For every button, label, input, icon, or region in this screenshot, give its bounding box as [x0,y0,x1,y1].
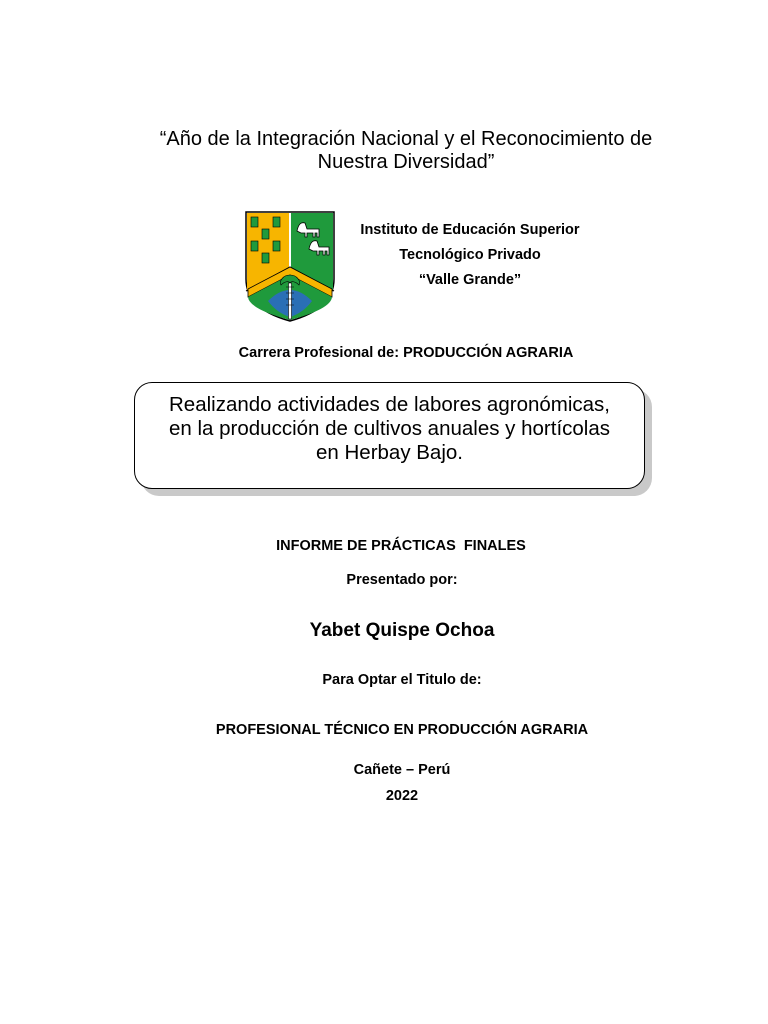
career-value: PRODUCCIÓN AGRARIA [403,345,574,361]
presented-by-label: Presentado por: [346,572,458,588]
degree-label: Para Optar el Titulo de: [322,672,482,688]
place: Cañete – Perú [353,762,451,778]
institute-line-3: “Valle Grande” [418,272,522,288]
institute-line-1: Instituto de Educación Superior [360,222,580,238]
author-name: Yabet Quispe Ochoa [309,620,495,641]
project-title-line-1: Realizando actividades de labores agronómicas, [168,393,610,416]
motto-line-1: “Año de la Integración Nacional y el Reconocimiento de [159,128,653,150]
institute-line-2: Tecnológico Privado [399,247,541,263]
motto [22,128,768,174]
project-title-box [134,382,645,489]
career-label: Carrera Profesional de: [238,345,400,361]
project-title-line-2: en la producción de cultivos anuales y hortícolas [168,417,610,440]
motto-line-2: Nuestra Diversidad” [317,151,495,173]
year: 2022 [385,788,419,804]
report-type: INFORME DE PRÁCTICAS FINALES [276,538,526,554]
project-title-line-3: en Herbay Bajo. [315,441,463,464]
career-line [22,345,768,361]
institute-name [340,218,600,293]
institute-crest-logo [243,209,337,323]
degree-title: PROFESIONAL TÉCNICO EN PRODUCCIÓN AGRARIA [215,722,589,738]
